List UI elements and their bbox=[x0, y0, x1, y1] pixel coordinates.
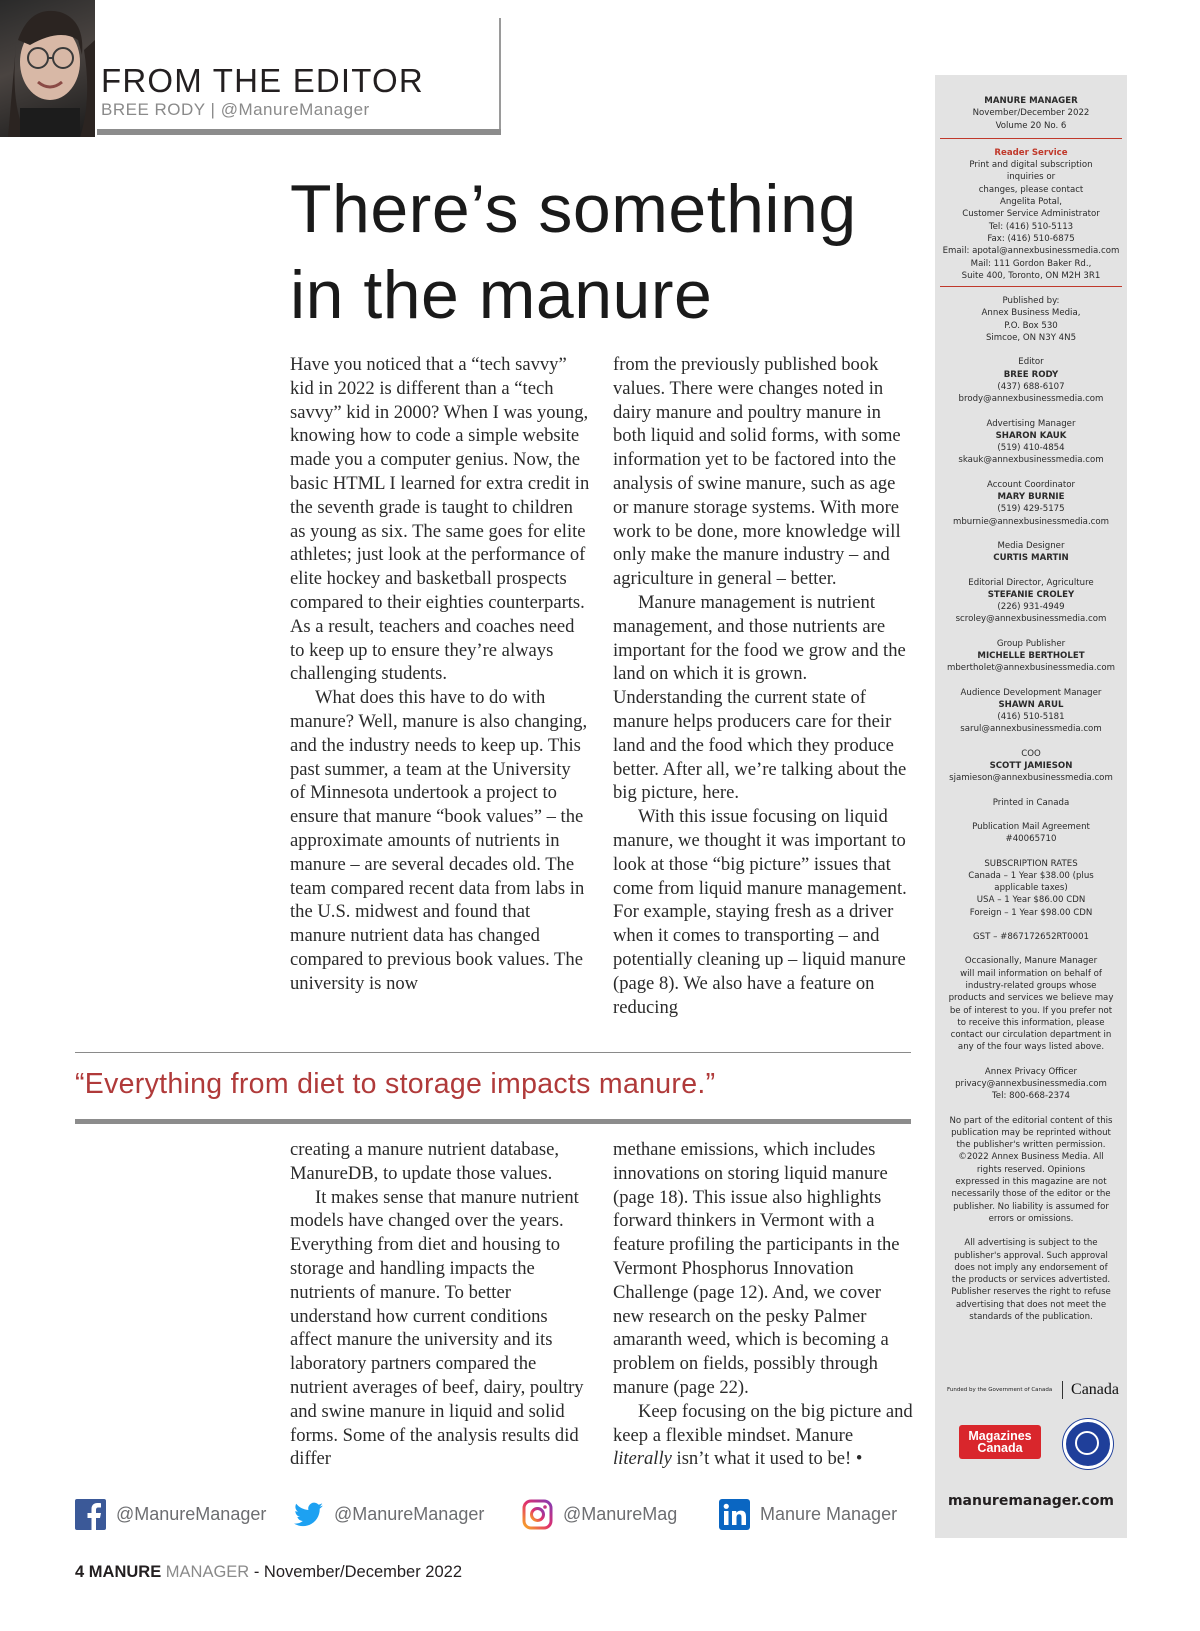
rights-line: publication may be reprinted without bbox=[951, 1127, 1111, 1138]
contact-name: SCOTT JAMIESON bbox=[989, 761, 1073, 772]
contact-email[interactable]: brody@annexbusinessmedia.com bbox=[958, 394, 1104, 405]
headline-line-1: There’s something bbox=[290, 171, 857, 247]
rates-line: Foreign – 1 Year $98.00 CDN bbox=[969, 907, 1093, 918]
rights-line: necessarily those of the editor or the bbox=[951, 1189, 1111, 1200]
body-column-4 bbox=[613, 1138, 915, 1471]
contact-phone: (519) 410-4854 bbox=[997, 443, 1065, 454]
contact-name: SHARON KAUK bbox=[995, 430, 1067, 441]
linkedin-icon bbox=[719, 1499, 750, 1530]
notice-line: contact our circulation department in bbox=[950, 1030, 1112, 1041]
folio-mag-light: MANAGER bbox=[165, 1563, 250, 1581]
social-instagram[interactable] bbox=[522, 1497, 677, 1531]
contact-email[interactable]: scroley@annexbusinessmedia.com bbox=[955, 614, 1107, 625]
contact-name: SHAWN ARUL bbox=[998, 699, 1064, 710]
contact-role: Account Coordinator bbox=[986, 479, 1076, 490]
pullquote-top-rule bbox=[75, 1052, 911, 1053]
magazines-canada-line: Canada bbox=[977, 1441, 1023, 1455]
paragraph: Manure management is nutrient management, and those nutrients are important for the food we grow and the land on which it is grown. Understanding the current state of manure helps producers care for their land and the food which they produce better. After all, we’re talking about the big picture, here. bbox=[613, 591, 907, 804]
closing-text-emphasis: literally bbox=[613, 1448, 672, 1470]
notice-line: products and services we believe may bbox=[948, 993, 1114, 1004]
pullquote: “Everything from diet to storage impacts manure.” bbox=[75, 1068, 716, 1100]
notice-line: any of the four ways listed above. bbox=[957, 1042, 1105, 1053]
masthead-red-rule bbox=[940, 138, 1122, 139]
twitter-handle: @ManureManager bbox=[334, 1503, 485, 1524]
contact-role: Media Designer bbox=[997, 540, 1065, 551]
headline bbox=[290, 166, 890, 338]
notice-line: will mail information on behalf of bbox=[960, 968, 1102, 979]
closing-text-a: Keep focusing on the big picture and keep a flexible mindset. Manure bbox=[613, 1400, 913, 1446]
mail-agreement-line: #40065710 bbox=[1005, 834, 1057, 845]
reader-service-line: Print and digital subscription bbox=[969, 160, 1093, 171]
masthead-red-rule bbox=[940, 286, 1122, 287]
contact-role: Editorial Director, Agriculture bbox=[968, 577, 1094, 588]
rights-line: rights reserved. Opinions bbox=[976, 1164, 1086, 1175]
rates-line: USA – 1 Year $86.00 CDN bbox=[976, 895, 1086, 906]
page-folio bbox=[75, 1563, 462, 1582]
contact-email[interactable]: skauk@annexbusinessmedia.com bbox=[958, 455, 1104, 466]
body-column-1 bbox=[290, 353, 590, 996]
rights-line: publisher. No liability is assumed for bbox=[953, 1201, 1109, 1212]
published-line: P.O. Box 530 bbox=[1004, 320, 1058, 331]
rights-line: errors or omissions. bbox=[988, 1213, 1074, 1224]
contact-phone: (416) 510-5181 bbox=[997, 712, 1065, 723]
contact-phone: (519) 429-5175 bbox=[997, 504, 1065, 515]
website-url[interactable]: manuremanager.com bbox=[947, 1493, 1115, 1509]
rights-notice bbox=[940, 1115, 1122, 1226]
facebook-handle: @ManureManager bbox=[116, 1503, 267, 1524]
body-column-2 bbox=[613, 353, 915, 1019]
contact-name: CURTIS MARTIN bbox=[993, 553, 1069, 564]
privacy-officer bbox=[940, 1066, 1122, 1103]
paragraph: What does this have to do with manure? Well, manure is also changing, and the industry needs to keep up. This past summer, a team at the University of Minnesota undertook a project to ensure that manure “book values” – the approximate amounts of nutrients in manure – are several decades old. The team compared recent data from labs in the U.S. midwest and found that manure nutrient data has changed compared to previous book values. The university is now bbox=[290, 687, 588, 994]
byline: BREE RODY | @ManureManager bbox=[101, 100, 370, 119]
rights-line: expressed in this magazine are not bbox=[955, 1177, 1107, 1188]
contact-name: MICHELLE BERTHOLET bbox=[977, 650, 1085, 661]
rates-line: applicable taxes) bbox=[994, 883, 1068, 894]
social-facebook[interactable] bbox=[75, 1497, 266, 1531]
contact-email[interactable]: mbertholet@annexbusinessmedia.com bbox=[946, 663, 1116, 674]
contact-role: Advertising Manager bbox=[986, 418, 1076, 429]
section-title: FROM THE EDITOR bbox=[101, 62, 424, 99]
masthead-issue: November/December 2022 bbox=[972, 108, 1090, 119]
masthead-title: MANURE MANAGER bbox=[984, 96, 1078, 106]
contact-name: MARY BURNIE bbox=[997, 492, 1065, 503]
header-horizontal-rule bbox=[97, 129, 501, 135]
paragraph: from the previously published book values. There were changes noted in dairy manure and poultry manure in both liquid and solid forms, with some information yet to be factored into the analysis of swine manure, such as age or manure storage systems. With more work to be done, more knowledge will only make the manure industry – and agriculture in general – better. bbox=[613, 354, 901, 590]
masthead-title-block bbox=[940, 95, 1122, 132]
paragraph: methane emissions, which includes innovations on storing liquid manure (page 18). This issue also highlights forward thinkers in Vermont with a feature profiling the participants in the Vermont Phosphorus Innovation Challenge (page 12). And, we cover new research on the pesky Palmer amaranth weed, which is becoming a problem on fields, possibly through manure (page 22). bbox=[613, 1139, 900, 1398]
paragraph bbox=[613, 1400, 915, 1471]
masthead-volume: Volume 20 No. 6 bbox=[995, 120, 1067, 131]
paragraph: With this issue focusing on liquid manure, we thought it was important to look at those “big picture” issues that come from liquid manure management. For example, staying fresh as a driver when it comes to transporting – and potentially cleaning up – liquid manure (page 8). We also have a feature on reducing bbox=[613, 806, 907, 1018]
printed-in: Printed in Canada bbox=[992, 797, 1070, 808]
paragraph: creating a manure nutrient database, ManureDB, to update those values. bbox=[290, 1139, 559, 1184]
group-publisher-contact bbox=[940, 638, 1122, 675]
contact-role: Editor bbox=[1018, 357, 1044, 368]
advertising-line: publisher's approval. Such approval bbox=[954, 1250, 1108, 1261]
facebook-icon bbox=[75, 1499, 106, 1530]
reader-service-line: Suite 400, Toronto, ON M2H 3R1 bbox=[961, 270, 1101, 281]
contact-email[interactable]: sjamieson@annexbusinessmedia.com bbox=[949, 773, 1113, 784]
advertising-line: Publisher reserves the right to refuse bbox=[951, 1287, 1111, 1298]
contact-role: Group Publisher bbox=[996, 638, 1066, 649]
social-linkedin[interactable] bbox=[719, 1497, 897, 1531]
contact-role: Audience Development Manager bbox=[960, 687, 1102, 698]
reader-service-line: changes, please contact bbox=[978, 184, 1084, 195]
reader-service-line: Email: apotal@annexbusinessmedia.com bbox=[942, 246, 1120, 257]
contact-name: STEFANIE CROLEY bbox=[987, 589, 1075, 600]
advertising-line: the products or services advertisted. bbox=[951, 1275, 1111, 1286]
gst-number: GST – #867172652RT0001 bbox=[973, 932, 1089, 943]
linkedin-handle: Manure Manager bbox=[760, 1503, 898, 1524]
association-seal-icon bbox=[1063, 1419, 1113, 1469]
privacy-line[interactable]: privacy@annexbusinessmedia.com bbox=[955, 1079, 1107, 1089]
closing-text-b: isn’t what it used to be! • bbox=[671, 1448, 863, 1470]
reader-service-block bbox=[940, 147, 1122, 282]
mail-agreement bbox=[940, 821, 1122, 846]
publisher-address-block bbox=[940, 295, 1122, 344]
folio-mag-bold: MANURE bbox=[88, 1563, 162, 1581]
rates-line: SUBSCRIPTION RATES bbox=[984, 858, 1078, 869]
notice-line: industry-related groups whose bbox=[965, 980, 1097, 991]
mailing-notice bbox=[940, 955, 1122, 1053]
contact-email[interactable]: sarul@annexbusinessmedia.com bbox=[960, 724, 1102, 735]
rights-line: the publisher's written permission. bbox=[956, 1140, 1106, 1151]
magazines-canada-logo bbox=[959, 1425, 1041, 1459]
editor-contact bbox=[940, 356, 1122, 405]
rights-line: No part of the editorial content of this bbox=[949, 1115, 1113, 1126]
reader-service-line: inquiries or bbox=[1006, 172, 1056, 183]
notice-line: Occasionally, Manure Manager bbox=[964, 956, 1098, 967]
published-line: Published by: bbox=[1002, 296, 1060, 307]
reader-service-line: Angelita Potal, bbox=[999, 197, 1063, 208]
ad-manager-contact bbox=[940, 418, 1122, 467]
published-line: Simcoe, ON N3Y 4N5 bbox=[985, 333, 1077, 344]
contact-name: BREE RODY bbox=[1003, 369, 1059, 380]
designer-contact bbox=[940, 540, 1122, 565]
magazines-canada-line: Magazines bbox=[968, 1429, 1032, 1443]
pullquote-bottom-rule bbox=[75, 1119, 911, 1124]
reader-service-line: Customer Service Administrator bbox=[962, 209, 1100, 220]
instagram-handle: @ManureMag bbox=[563, 1503, 678, 1524]
contact-role: COO bbox=[1021, 748, 1041, 759]
government-funding-logo bbox=[947, 1378, 1119, 1402]
privacy-line: Tel: 800-668-2374 bbox=[992, 1091, 1070, 1102]
reader-service-line: Fax: (416) 510-6875 bbox=[987, 233, 1075, 244]
mail-agreement-line: Publication Mail Agreement bbox=[972, 821, 1090, 832]
contact-email[interactable]: mburnie@annexbusinessmedia.com bbox=[952, 516, 1110, 527]
editor-photo bbox=[0, 0, 95, 137]
contact-phone: (437) 688-6107 bbox=[997, 381, 1065, 392]
account-coordinator-contact bbox=[940, 479, 1122, 528]
editorial-director-contact bbox=[940, 577, 1122, 626]
reader-service-line: Mail: 111 Gordon Baker Rd., bbox=[970, 258, 1092, 269]
page-number: 4 bbox=[75, 1563, 85, 1581]
subscription-rates bbox=[940, 858, 1122, 919]
advertising-line: does not imply any endorsement of bbox=[954, 1262, 1108, 1273]
notice-line: be of interest to you. If you prefer not bbox=[949, 1005, 1113, 1016]
audience-manager-contact bbox=[940, 687, 1122, 736]
privacy-line: Annex Privacy Officer bbox=[984, 1066, 1078, 1077]
paragraph: It makes sense that manure nutrient models have changed over the years. Everything from diet and housing to storage and handling impacts the nutrients of manure. To better understand how current conditions affect manure the university and its laboratory partners compared the nutrient averages of beef, dairy, poultry and swine manure in liquid and solid forms. Some of the analysis results did differ bbox=[290, 1186, 584, 1470]
contact-phone: (226) 931-4949 bbox=[997, 602, 1065, 613]
coo-contact bbox=[940, 748, 1122, 785]
advertising-line: advertising that does not meet the bbox=[955, 1299, 1107, 1310]
funded-text: Funded by the Government of Canada bbox=[947, 1387, 1053, 1393]
reader-service-line: Tel: (416) 510-5113 bbox=[988, 221, 1074, 232]
paragraph: Have you noticed that a “tech savvy” kid in 2022 is different than a “tech savvy” kid in 2000? When I was young, knowing how to code a simple website made you a computer genius. Now, the basic HTML I learned for extra credit in the seventh grade is taught to children as young as six. The same goes for elite athletes; just look at the performance of elite hockey and basketball prospects compared to their eighties counterparts. As a result, teachers and coaches need to keep up to ensure they’re always challenging students. bbox=[290, 354, 590, 685]
notice-line: to receive this information, please bbox=[957, 1017, 1105, 1028]
twitter-icon bbox=[293, 1499, 324, 1530]
advertising-line: standards of the publication. bbox=[969, 1312, 1093, 1323]
reader-service-heading: Reader Service bbox=[994, 147, 1068, 158]
masthead-sidebar bbox=[935, 75, 1127, 1538]
header-vertical-rule bbox=[499, 18, 501, 135]
instagram-icon bbox=[522, 1499, 553, 1530]
body-column-3 bbox=[290, 1138, 590, 1471]
canada-wordmark: Canada bbox=[1062, 1381, 1119, 1399]
rights-line: ©2022 Annex Business Media. All bbox=[958, 1152, 1104, 1163]
published-line: Annex Business Media, bbox=[981, 308, 1081, 319]
folio-issue: - November/December 2022 bbox=[253, 1563, 463, 1581]
social-twitter[interactable] bbox=[293, 1497, 484, 1531]
rates-line: Canada – 1 Year $38.00 (plus bbox=[968, 870, 1094, 881]
advertising-notice bbox=[940, 1237, 1122, 1323]
advertising-line: All advertising is subject to the bbox=[964, 1238, 1098, 1249]
headline-line-2: in the manure bbox=[290, 257, 713, 333]
